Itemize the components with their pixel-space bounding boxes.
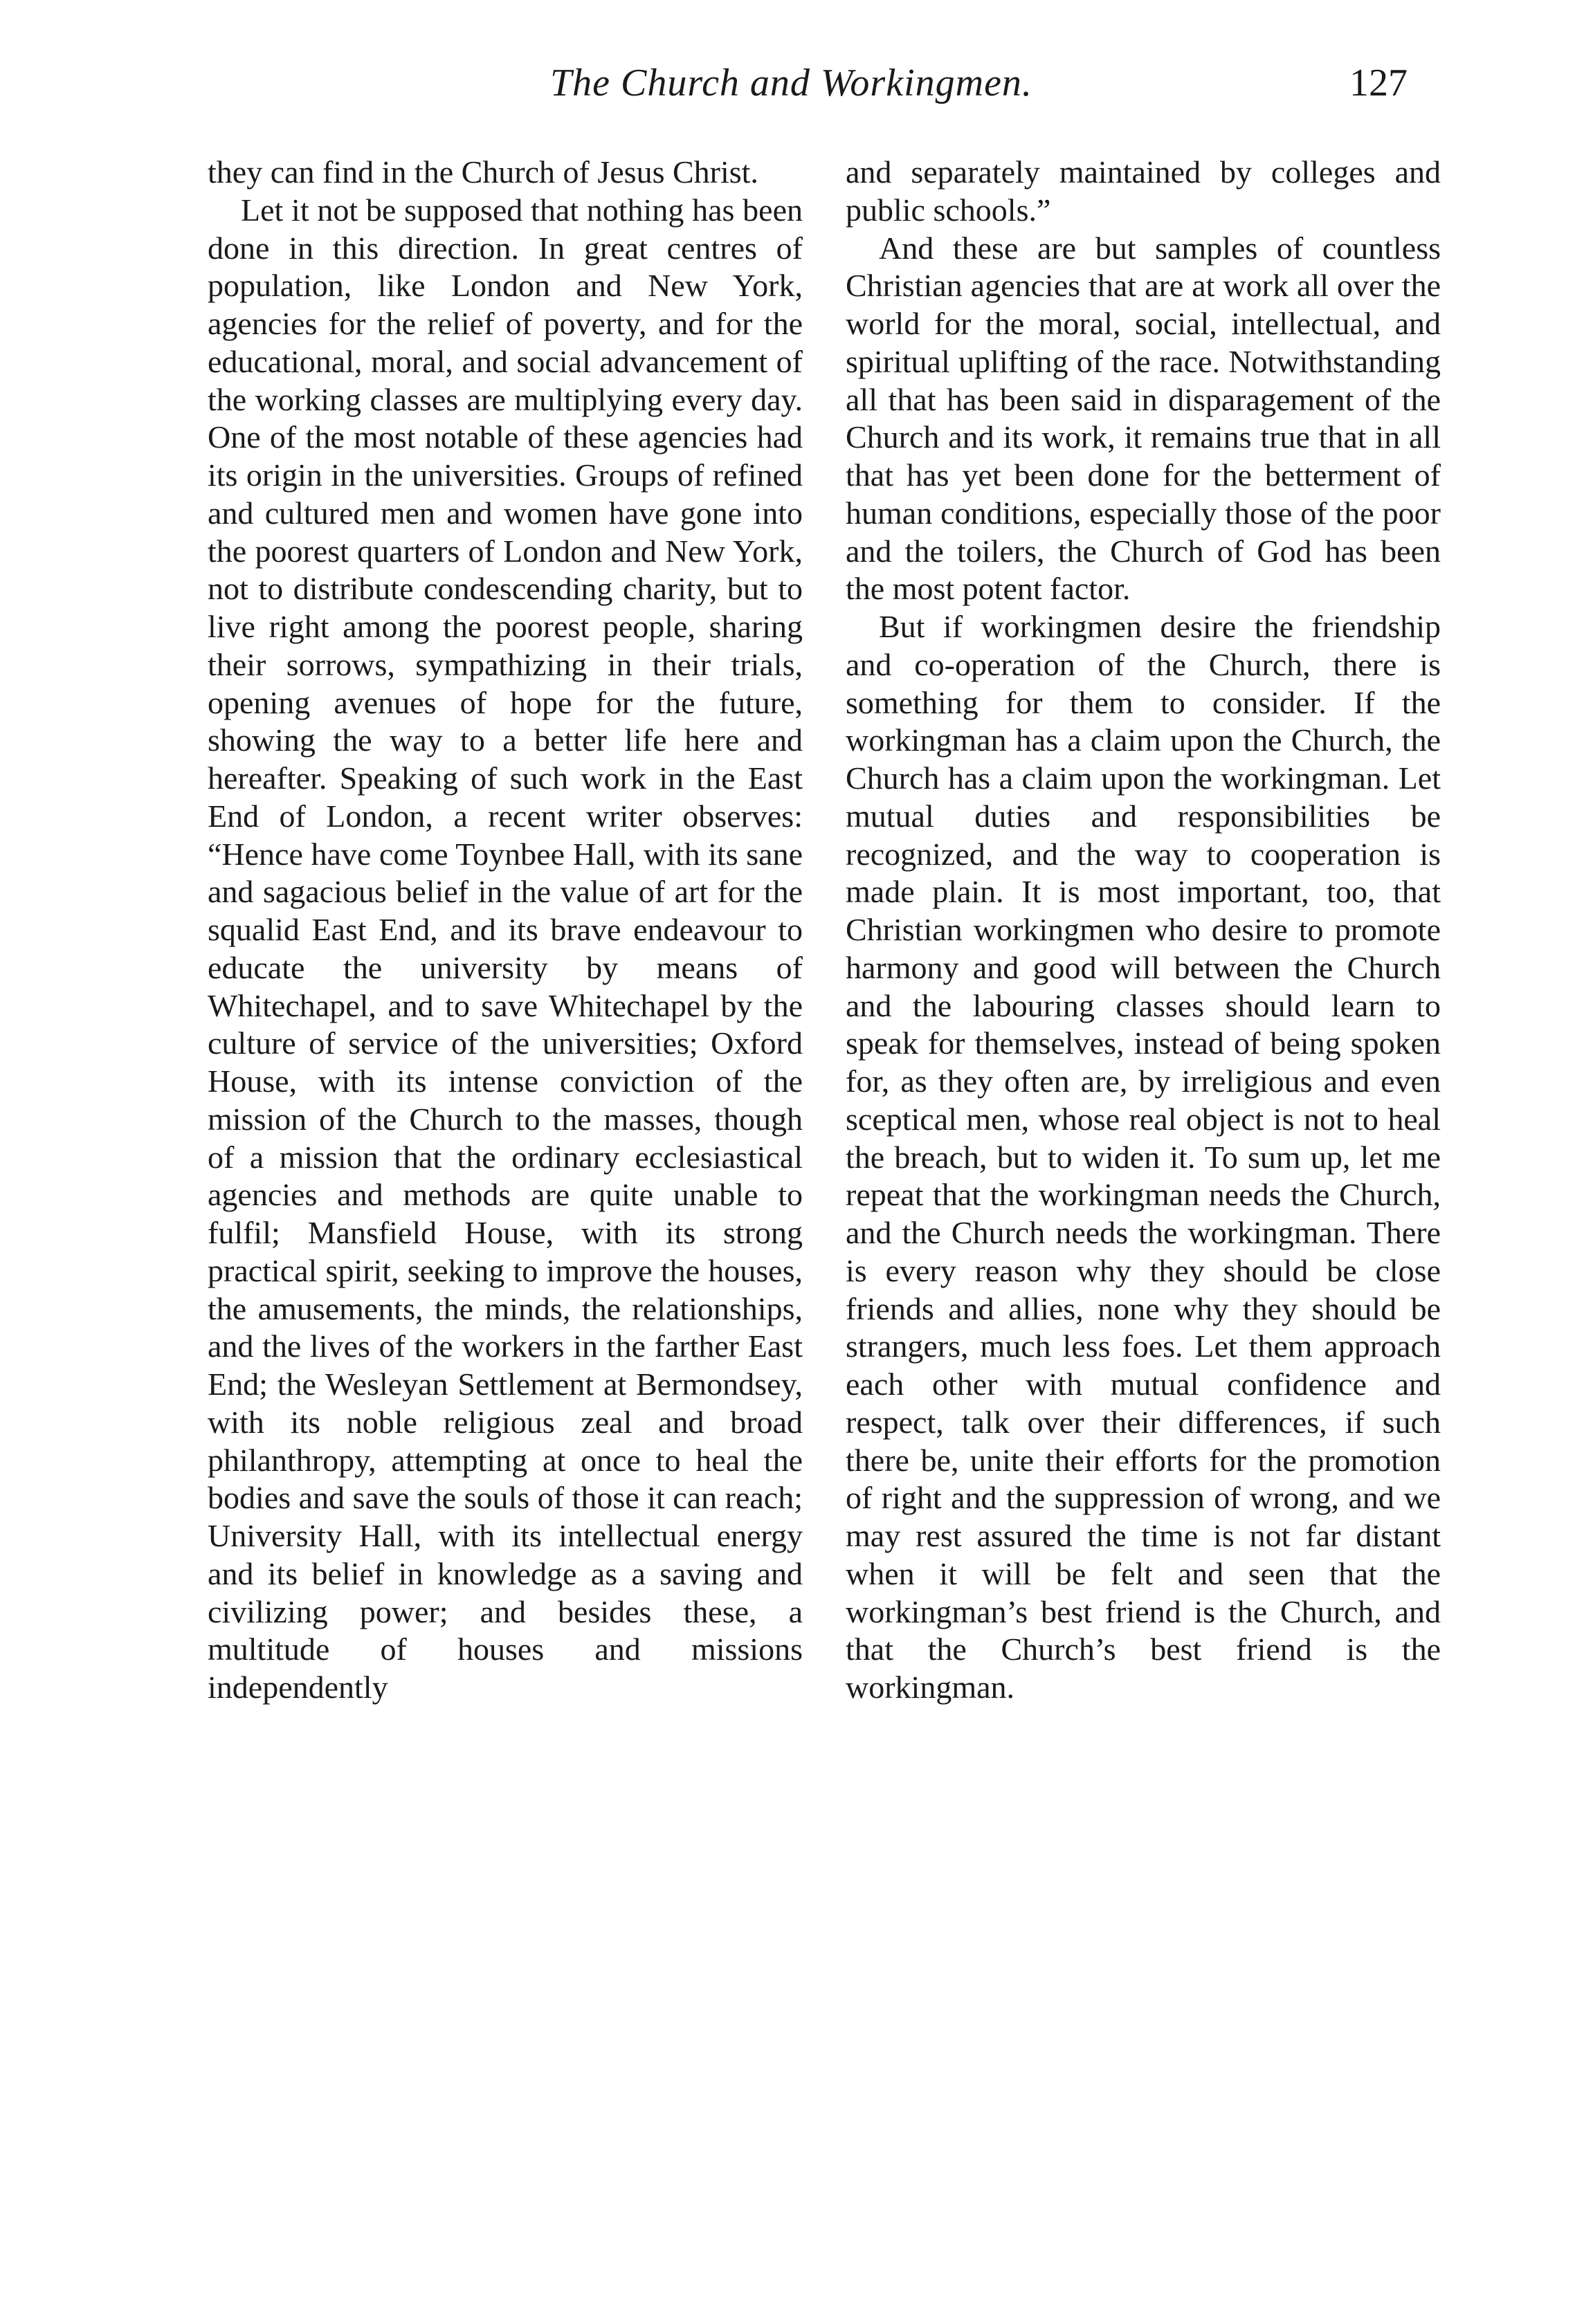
paragraph-quote-end: and separately maintained by colleges and public schools.”	[846, 154, 1441, 228]
paragraph-conclusion: But if workingmen desire the friendship and co-operation of the Church, there is something for them to consider. If the workingman has a claim upon the Church, the Church has a claim upon the workingman. Let mutual duties and responsibilities be recognized, and the way to cooperation is made plain. It is most important, too, that Christian workingmen who desire to promote harmony and good will between the Church and the labouring classes should learn to speak for themselves, instead of being spoken for, as they often are, by irreligious and even sceptical men, whose real object is not to heal the breach, but to widen it. To sum up, let me repeat that the workingman needs the Church, and the Church needs the workingman. There is every reason why they should be close friends and allies, none why they should be strangers, much less foes. Let them approach each other with mutual confidence and respect, talk over their differences, if such there be, unite their efforts for the promotion of right and the suppression of wrong, and we may rest assured the time is not far distant when it will be felt and seen that the workingman’s best friend is the Church, and that the Church’s best friend is the workingman.	[846, 609, 1441, 1705]
paragraph-continued: they can find in the Church of Jesus Christ.	[208, 154, 758, 190]
right-text-column	[846, 154, 1441, 1707]
left-text-column	[208, 154, 803, 1707]
paragraph-agencies: Let it not be supposed that nothing has been done in this direction. In great centres of population, like London and New York, agencies for the relief of poverty, and for the educational, moral, and social advancement of the working classes are multiplying every day. One of the most notable of these agencies had its origin in the universities. Groups of refined and cultured men and women have gone into the poorest quarters of London and New York, not to distribute condescending charity, but to live right among the poorest people, sharing their sorrows, sympathizing in their trials, opening avenues of hope for the future, showing the way to a better life here and hereafter. Speaking of such work in the East End of London, a recent writer observes: “Hence have come Toynbee Hall, with its sane and sagacious belief in the value of art for the squalid East End, and its brave endeavour to educate the university by means of Whitechapel, and to save Whitechapel by the culture of service of the universities; Oxford House, with its intense conviction of the mission of the Church to the masses, though of a mission that the ordinary ecclesiastical agencies and methods are quite unable to fulfil; Mansfield House, with its strong practical spirit, seeking to improve the houses, the amusements, the minds, the relationships, and the lives of the workers in the farther East End; the Wesleyan Settlement at Bermondsey, with its noble religious zeal and broad philanthropy, attempting at once to heal the bodies and save the souls of those it can reach; University Hall, with its intellectual energy and its belief in knowledge as a saving and civilizing power; and besides these, a multitude of houses and missions independently	[208, 192, 803, 1705]
running-title: The Church and Workingmen.	[550, 62, 1032, 104]
page-number: 127	[1349, 62, 1408, 104]
paragraph-samples: And these are but samples of countless Christian agencies that are at work all over the world for the moral, social, intellectual, and spiritual uplifting of the race. Notwithstanding all that has been said in disparagement of the Church and its work, it remains true that in all that has yet been done for the betterment of human conditions, especially those of the poor and the toilers, the Church of God has been the most potent factor.	[846, 230, 1441, 607]
